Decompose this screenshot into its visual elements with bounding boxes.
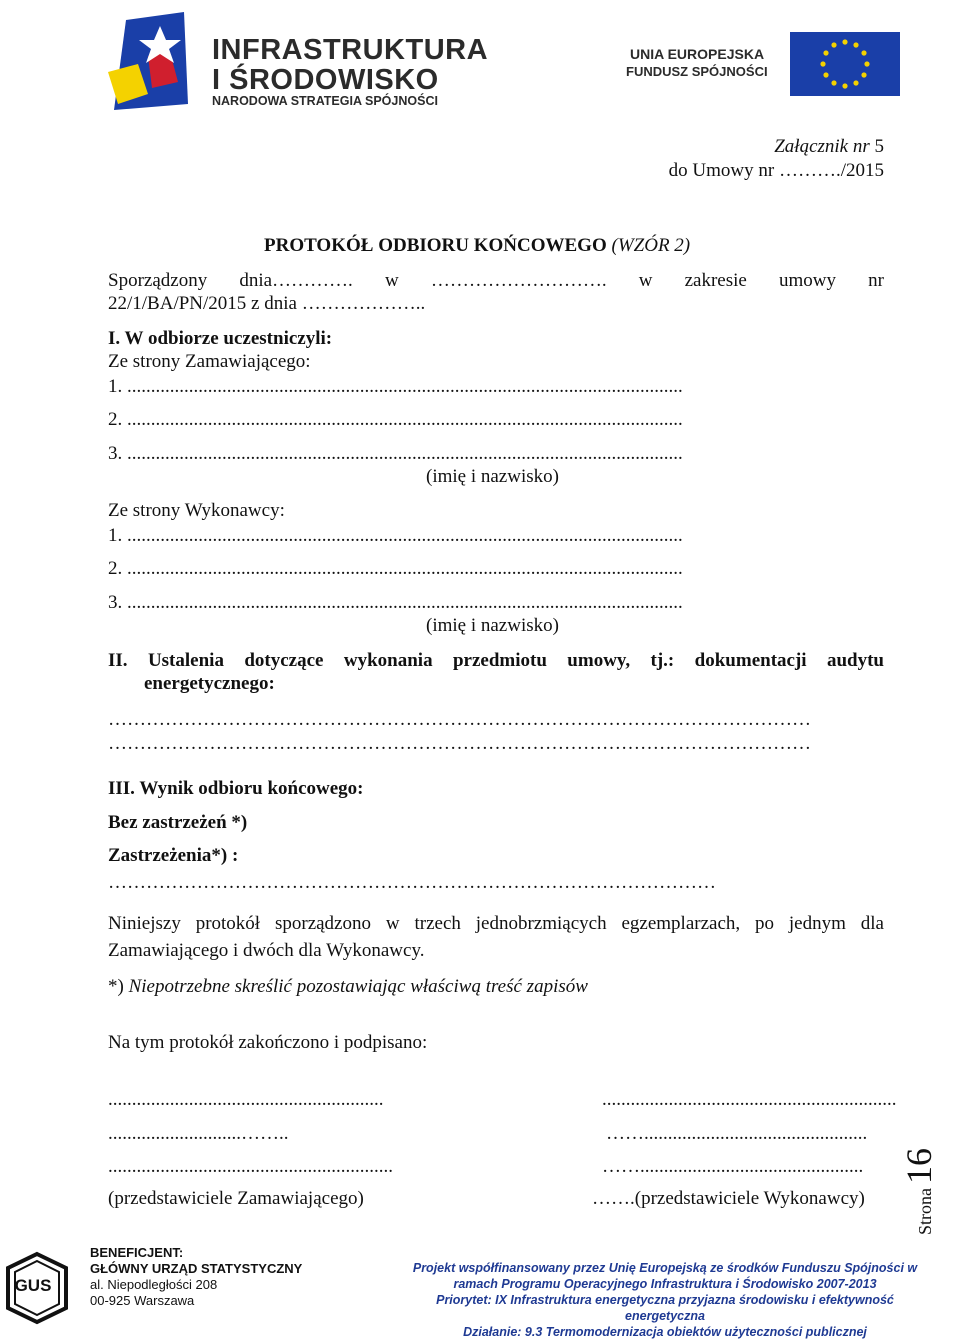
intro-line1: Sporządzony dnia…………. w ………………………. w zakresie umowy nr bbox=[108, 270, 884, 291]
signature-left-2: ............................…….. bbox=[108, 1123, 289, 1144]
section2-heading-line1: II. Ustalenia dotyczące wykonania przedmiotu umowy, tj.: dokumentacji audytu bbox=[108, 650, 884, 671]
page-number-label: Strona bbox=[915, 1188, 935, 1235]
section2-heading-line2: energetycznego: bbox=[144, 673, 275, 694]
project-line-2: ramach Programu Operacyjnego Infrastruktura i Środowisko 2007-2013 bbox=[453, 1277, 877, 1291]
closing-para-line1: Niniejszy protokół sporządzono w trzech jednobrzmiących egzemplarzach, po jednym dla bbox=[108, 913, 884, 934]
eu-cohesion-logo bbox=[626, 30, 906, 100]
logo-subtitle: NARODOWA STRATEGIA SPÓJNOŚCI bbox=[212, 94, 438, 108]
client-line-2: 2. ..................................................................................................................... bbox=[108, 409, 683, 430]
title-suffix: (WZÓR 2) bbox=[606, 235, 691, 256]
signature-left-1: .......................................................... bbox=[108, 1089, 384, 1110]
closing-para-line2: Zamawiającego i dwóch dla Wykonawcy. bbox=[108, 940, 425, 961]
contractor-line-1: 1. ..................................................................................................................... bbox=[108, 525, 683, 546]
beneficiary-address1: al. Niepodległości 208 bbox=[90, 1277, 218, 1292]
contractor-line-3: 3. ..................................................................................................................... bbox=[108, 592, 683, 613]
signature-left-3: ............................................................ bbox=[108, 1156, 393, 1177]
contractor-label: Ze strony Wykonawcy: bbox=[108, 500, 285, 521]
project-line-3: Priorytet: IX Infrastruktura energetyczna przyjazna środowisku i efektywność bbox=[436, 1293, 894, 1307]
title-main: PROTOKÓŁ ODBIORU KOŃCOWEGO bbox=[264, 235, 607, 256]
star-flag-icon bbox=[108, 12, 192, 112]
project-line-1: Projekt współfinansowany przez Unię Europejską ze środków Funduszu Spójności w bbox=[412, 1261, 918, 1275]
intro-line2: 22/1/BA/PN/2015 z dnia ……………….. bbox=[108, 293, 426, 314]
annex-line2: do Umowy nr ………./2015 bbox=[668, 160, 884, 181]
beneficiary-address2: 00-925 Warszawa bbox=[90, 1293, 195, 1308]
signature-right-3: ……............................................... bbox=[602, 1156, 864, 1177]
beneficiary-name: GŁÓWNY URZĄD STATYSTYCZNY bbox=[90, 1261, 303, 1276]
signed-statement: Na tym protokół zakończono i podpisano: bbox=[108, 1032, 428, 1053]
project-line-5: Działanie: 9.3 Termomodernizacja obiektów użyteczności publicznej bbox=[463, 1325, 867, 1339]
client-label: Ze strony Zamawiającego: bbox=[108, 351, 311, 372]
logo-title-line2: I ŚRODOWISKO bbox=[212, 64, 439, 96]
page-title bbox=[264, 235, 690, 257]
logo-title-line1: INFRASTRUKTURA bbox=[212, 34, 489, 66]
client-line-1: 1. ..................................................................................................................... bbox=[108, 376, 683, 397]
eu-logo-line1: UNIA EUROPEJSKA bbox=[630, 46, 765, 62]
footnote-mark: *) bbox=[108, 976, 124, 997]
gus-logo-text: GUS bbox=[14, 1276, 52, 1295]
signature-right-caption: …….(przedstawiciele Wykonawcy) bbox=[592, 1188, 865, 1209]
eu-logo-line2: FUNDUSZ SPÓJNOŚCI bbox=[626, 64, 768, 79]
signature-right-2: ……............................................... bbox=[606, 1123, 868, 1144]
reservations-line: …………………………………………………………………………………… bbox=[108, 872, 716, 893]
client-line-3: 3. ..................................................................................................................... bbox=[108, 443, 683, 464]
contractor-line-2: 2. ..................................................................................................................... bbox=[108, 558, 683, 579]
annex-number: 5 bbox=[869, 136, 884, 157]
project-line-4: energetyczna bbox=[625, 1309, 705, 1323]
client-caption: (imię i nazwisko) bbox=[426, 466, 559, 487]
section3-heading: III. Wynik odbioru końcowego: bbox=[108, 778, 364, 799]
contractor-caption: (imię i nazwisko) bbox=[426, 615, 559, 636]
project-info bbox=[378, 1260, 952, 1340]
section1-heading: I. W odbiorze uczestniczyli: bbox=[108, 328, 333, 349]
reservations-label: Zastrzeżenia*) : bbox=[108, 845, 239, 866]
no-reservations: Bez zastrzeżeń *) bbox=[108, 812, 248, 833]
signature-left-caption: (przedstawiciele Zamawiającego) bbox=[108, 1188, 364, 1209]
infrastruktura-logo bbox=[108, 12, 488, 112]
beneficiary-label: BENEFICJENT: bbox=[90, 1245, 184, 1260]
signature-right-1: .............................................................. bbox=[602, 1089, 897, 1110]
section2-line-2: ………………………………………………………………………………………………… bbox=[108, 733, 811, 754]
page-number-value: 16 bbox=[899, 1148, 939, 1184]
section2-line-1: ………………………………………………………………………………………………… bbox=[108, 709, 811, 730]
page-number bbox=[898, 1148, 940, 1235]
annex-line1 bbox=[774, 136, 884, 158]
footnote bbox=[108, 976, 588, 998]
eu-flag-icon bbox=[790, 32, 900, 96]
annex-prefix: Załącznik nr bbox=[774, 136, 870, 157]
footnote-text: Niepotrzebne skreślić pozostawiając właściwą treść zapisów bbox=[123, 976, 588, 997]
